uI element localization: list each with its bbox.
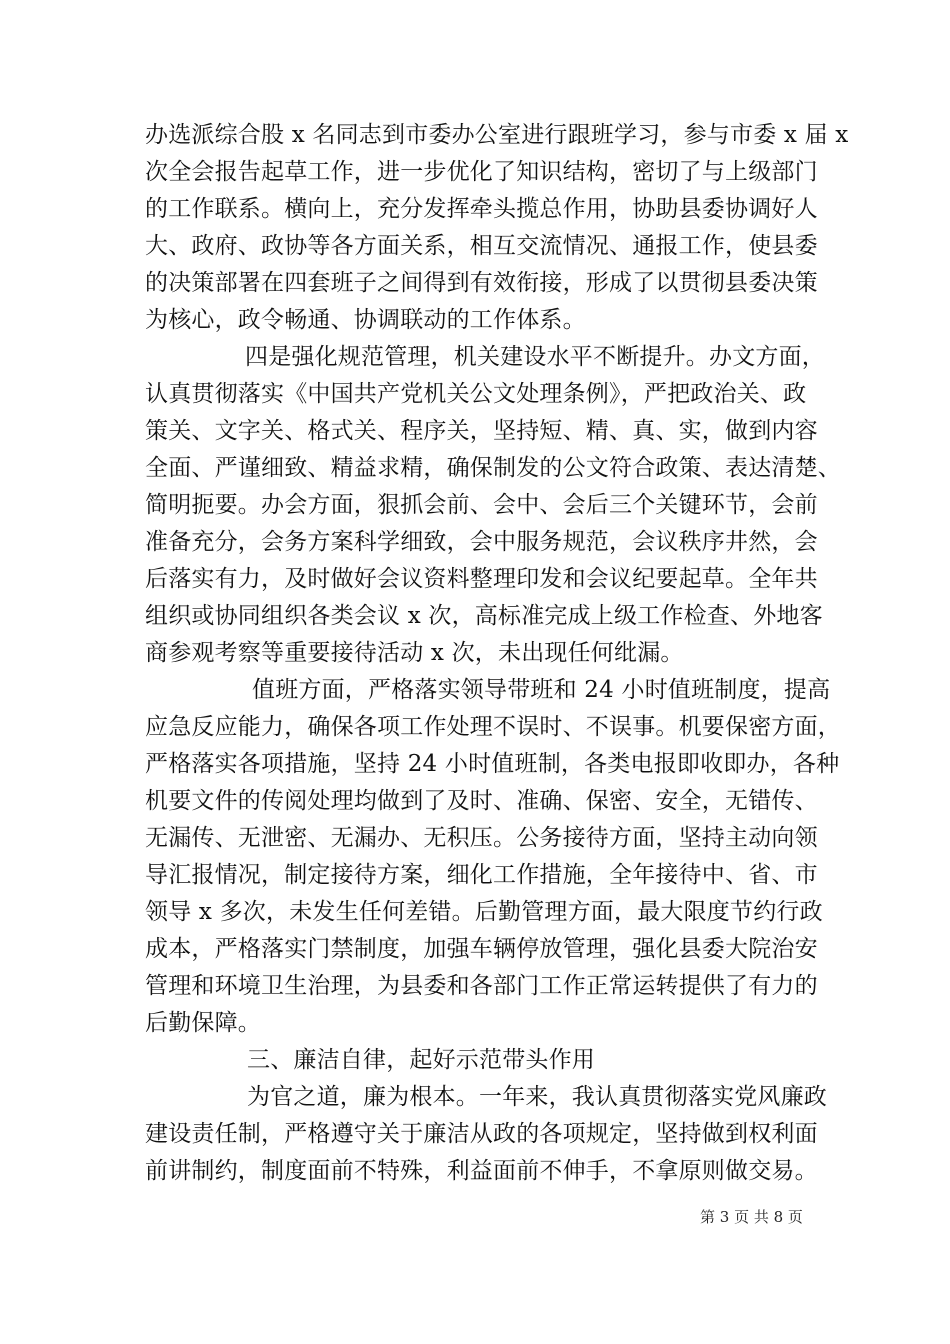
text-line: 简明扼要。办会方面，狠抓会前、会中、会后三个关键环节，会前 [145,492,818,518]
paragraph-first-line: 四是强化规范管理，机关建设水平不断提升。办文方面， [245,344,825,370]
text-line: 次全会报告起草工作，进一步优化了知识结构，密切了与上级部门 [145,159,818,185]
text-line: 大、政府、政协等各方面关系，相互交流情况、通报工作，使县委 [145,233,818,259]
text-line: 组织或协同组织各类会议 x 次，高标准完成上级工作检查、外地客 [145,603,823,629]
page-number: 第 3 页 共 8 页 [700,1208,803,1226]
text-line: 策关、文字关、格式关、程序关，坚持短、精、真、实，做到内容 [145,418,818,444]
text-line: 领导 x 多次，未发生任何差错。后勤管理方面，最大限度节约行政 [145,899,823,925]
text-line: 后落实有力，及时做好会议资料整理印发和会议纪要起草。全年共 [145,566,818,592]
text-line: 认真贯彻落实《中国共产党机关公文处理条例》，严把政治关、政 [145,381,807,407]
text-line: 严格落实各项措施，坚持 24 小时值班制，各类电报即收即办，各种 [145,751,840,777]
paragraph-first-line: 为官之道，廉为根本。一年来，我认真贯彻落实党风廉政 [247,1084,827,1110]
text-line: 全面、严谨细致、精益求精，确保制发的公文符合政策、表达清楚、 [145,455,841,481]
text-line: 成本，严格落实门禁制度，加强车辆停放管理，强化县委大院治安 [145,936,818,962]
text-line: 应急反应能力，确保各项工作处理不误时、不误事。机要保密方面， [145,714,841,740]
text-line: 的工作联系。横向上，充分发挥牵头揽总作用，协助县委协调好人 [145,196,818,222]
text-line: 办选派综合股 x 名同志到市委办公室进行跟班学习，参与市委 x 届 x [145,122,849,148]
text-line: 准备充分，会务方案科学细致，会中服务规范，会议秩序井然，会 [145,529,818,555]
text-line: 的决策部署在四套班子之间得到有效衔接，形成了以贯彻县委决策 [145,270,818,296]
text-line: 建设责任制，严格遵守关于廉洁从政的各项规定，坚持做到权利面 [145,1121,818,1147]
text-line: 前讲制约，制度面前不特殊，利益面前不伸手，不拿原则做交易。 [145,1158,818,1184]
text-line: 商参观考察等重要接待活动 x 次，未出现任何纰漏。 [145,640,684,666]
text-line: 管理和环境卫生治理，为县委和各部门工作正常运转提供了有力的 [145,973,818,999]
text-line: 无漏传、无泄密、无漏办、无积压。公务接待方面，坚持主动向领 [145,825,818,851]
text-line: 后勤保障。 [145,1010,261,1036]
text-line: 机要文件的传阅处理均做到了及时、准确、保密、安全，无错传、 [145,788,818,814]
text-line: 导汇报情况，制定接待方案，细化工作措施，全年接待中、省、市 [145,862,818,888]
text-line: 为核心，政令畅通、协调联动的工作体系。 [145,307,586,333]
section-heading: 三、廉洁自律，起好示范带头作用 [247,1047,595,1073]
paragraph-first-line: 值班方面，严格落实领导带班和 24 小时值班制度，提高 [252,677,831,703]
